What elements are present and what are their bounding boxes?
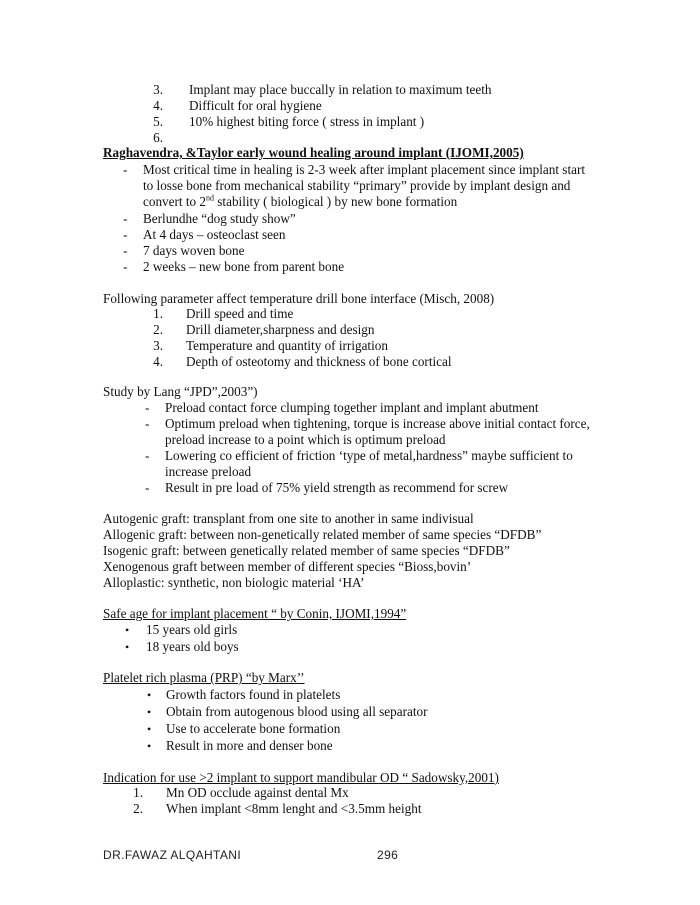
- list-number: 3.: [153, 82, 163, 97]
- bullet-marker: •: [147, 722, 152, 736]
- graft-definition: Isogenic graft: between genetically related member of same species “DFDB”: [103, 543, 510, 558]
- bullet-marker: •: [125, 623, 130, 637]
- list-number: 4.: [153, 98, 163, 113]
- list-item: Difficult for oral hygiene: [189, 98, 322, 113]
- dash-marker: -: [123, 259, 128, 274]
- list-item: Mn OD occlude against dental Mx: [166, 785, 349, 800]
- section-heading-indication: Indication for use >2 implant to support mandibular OD “ Sadowsky,2001): [103, 770, 499, 785]
- list-item-continuation: preload increase to a point which is optimum preload: [165, 432, 446, 447]
- section-heading-safe-age: Safe age for implant placement “ by Conin, IJOMI,1994”: [103, 606, 407, 621]
- list-item: Implant may place buccally in relation to maximum teeth: [189, 82, 492, 97]
- bullet-marker: •: [147, 688, 152, 702]
- graft-definition: Allogenic graft: between non-genetically related member of same species “DFDB”: [103, 527, 542, 542]
- list-item-continuation: to losse bone from mechanical stability “primary” provide by implant design and: [143, 178, 571, 193]
- dash-marker: -: [145, 480, 150, 495]
- list-item: Most critical time in healing is 2-3 week after implant placement since implant start: [143, 162, 586, 177]
- list-item: Drill diameter,sharpness and design: [186, 322, 375, 337]
- list-item: Growth factors found in platelets: [166, 687, 341, 702]
- bullet-marker: •: [147, 739, 152, 753]
- list-number: 6.: [153, 130, 163, 145]
- section-heading-prp: Platelet rich plasma (PRP) “by Marx’’: [103, 670, 305, 685]
- bullet-marker: •: [125, 640, 130, 654]
- section-heading-raghavendra: Raghavendra, &Taylor early wound healing around implant (IJOMI,2005): [103, 145, 524, 160]
- list-number: 3.: [153, 338, 163, 353]
- graft-definition: Autogenic graft: transplant from one site to another in same indivisual: [103, 511, 474, 526]
- list-item-continuation: increase preload: [165, 464, 252, 479]
- dash-marker: -: [123, 243, 128, 258]
- dash-marker: -: [123, 227, 128, 242]
- list-item: Result in more and denser bone: [166, 738, 333, 753]
- dash-marker: -: [123, 211, 128, 226]
- list-item: Obtain from autogenous blood using all separator: [166, 704, 428, 719]
- list-item: At 4 days – osteoclast seen: [143, 227, 286, 242]
- list-number: 1.: [153, 306, 163, 321]
- list-number: 2.: [153, 322, 163, 337]
- dash-marker: -: [145, 448, 150, 463]
- list-item: Drill speed and time: [186, 306, 294, 321]
- section-heading-misch: Following parameter affect temperature drill bone interface (Misch, 2008): [103, 291, 495, 306]
- list-item: 18 years old boys: [146, 639, 239, 654]
- graft-definition: Alloplastic: synthetic, non biologic material ‘HA’: [103, 575, 365, 590]
- graft-definition: Xenogenous graft between member of different species “Bioss,bovin’: [103, 559, 472, 574]
- list-number: 5.: [153, 114, 163, 129]
- list-item-continuation: convert to 2nd stability ( biological ) by new bone formation: [143, 193, 458, 209]
- list-item: Use to accelerate bone formation: [166, 721, 341, 736]
- list-number: 1.: [133, 785, 143, 800]
- dash-marker: -: [123, 162, 128, 177]
- section-heading-lang: Study by Lang “JPD”,2003”): [103, 384, 258, 399]
- dash-marker: -: [145, 416, 150, 431]
- list-item: 7 days woven bone: [143, 243, 245, 258]
- list-item: Berlundhe “dog study show”: [143, 211, 296, 226]
- list-item: 15 years old girls: [146, 622, 238, 637]
- list-item: When implant <8mm lenght and <3.5mm height: [166, 801, 422, 816]
- list-item: 2 weeks – new bone from parent bone: [143, 259, 345, 274]
- footer-author: DR.FAWAZ ALQAHTANI: [103, 848, 242, 862]
- list-item: Depth of osteotomy and thickness of bone cortical: [186, 354, 452, 369]
- list-item: Lowering co efficient of friction ‘type of metal,hardness” maybe sufficient to: [165, 448, 573, 463]
- list-number: 4.: [153, 354, 163, 369]
- dash-marker: -: [145, 400, 150, 415]
- list-item: 10% highest biting force ( stress in implant ): [189, 114, 425, 129]
- bullet-marker: •: [147, 705, 152, 719]
- list-item: Temperature and quantity of irrigation: [186, 338, 388, 353]
- list-item: Result in pre load of 75% yield strength as recommend for screw: [165, 480, 509, 495]
- list-item: Preload contact force clumping together implant and implant abutment: [165, 400, 539, 415]
- page-number: 296: [377, 848, 399, 862]
- list-number: 2.: [133, 801, 143, 816]
- list-item: Optimum preload when tightening, torque is increase above initial contact force,: [165, 416, 590, 431]
